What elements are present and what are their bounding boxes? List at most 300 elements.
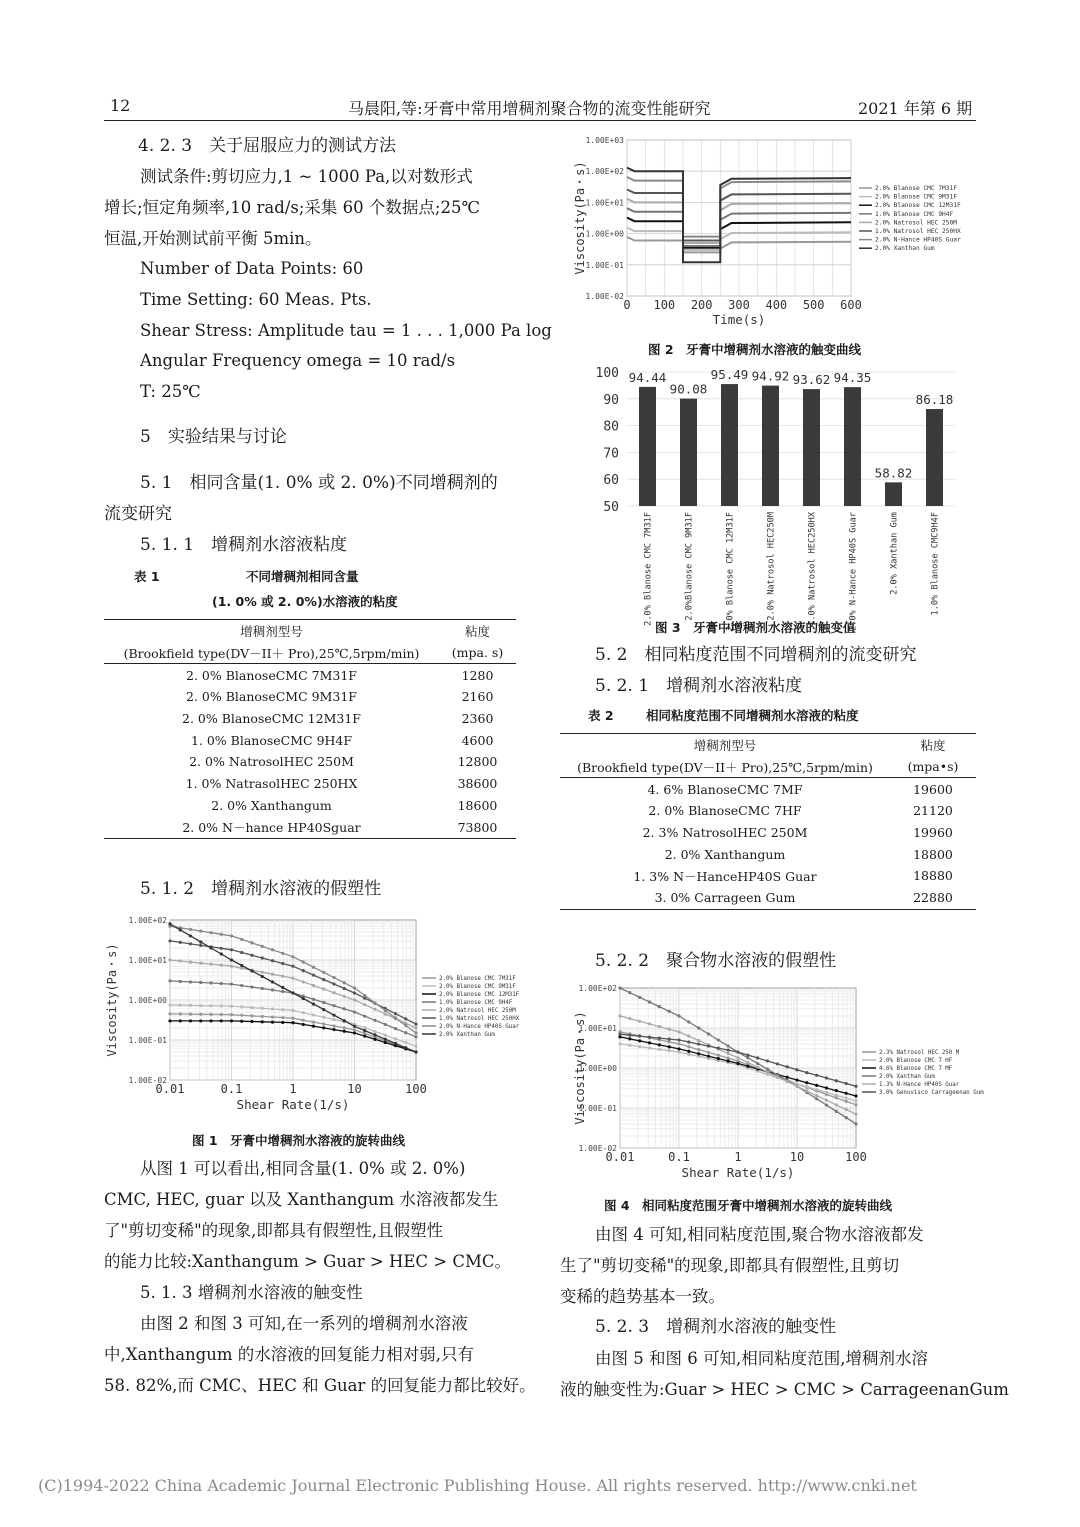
x-tick-label: 0 [623, 298, 631, 312]
table1 [104, 619, 516, 839]
x-tick-label: 0.01 [605, 1150, 635, 1164]
data-point [707, 1032, 710, 1035]
data-point [220, 964, 223, 967]
figure-2-chart [572, 130, 972, 330]
data-point [628, 1034, 631, 1037]
data-point [322, 1026, 325, 1029]
y-tick-label: 1.00E+01 [585, 198, 624, 208]
y-tick-label: 50 [603, 500, 619, 515]
data-point [261, 1015, 264, 1018]
table1-number: 表 1 [134, 569, 160, 584]
data-point [250, 941, 253, 944]
data-point [854, 1094, 857, 1097]
data-point [220, 952, 223, 955]
data-point [668, 1010, 671, 1013]
data-point [815, 1094, 818, 1097]
table-cell: 2. 3% NatrosolHEC 250M [642, 825, 808, 841]
data-point [707, 1055, 710, 1058]
legend-label: 2.0% Xanthan Gum [439, 1032, 495, 1038]
data-point [815, 1088, 818, 1091]
data-point [209, 1019, 212, 1022]
data-point [353, 1010, 356, 1013]
data-point [250, 1020, 253, 1023]
bar-value-label: 95.49 [710, 367, 749, 383]
table1-title-cont: (1. 0% 或 2. 0%)水溶液的粘度 [212, 594, 398, 609]
figure-4-caption: 图 4 相同粘度范围牙膏中增稠剂水溶液的旋转曲线 [604, 1198, 893, 1213]
data-point [697, 1042, 700, 1045]
data-point [240, 1020, 243, 1023]
table-cell: 1. 0% BlanoseCMC 9H4F [190, 732, 353, 748]
data-point [168, 1003, 171, 1006]
data-point [638, 1039, 641, 1042]
data-point [250, 985, 253, 988]
data-point [281, 975, 284, 978]
data-point [250, 1006, 253, 1009]
param-line: Number of Data Points: 60 [140, 259, 364, 278]
bar [844, 387, 861, 506]
data-point [766, 1068, 769, 1071]
figure-4-chart [572, 980, 984, 1190]
text-line: 中,Xanthangum 的水溶液的回复能力相对弱,只有 [104, 1345, 475, 1364]
data-point [697, 1026, 700, 1029]
x-tick-label: 300 [728, 298, 750, 312]
legend-label: 2.0% Blanose CMC 9M31F [439, 984, 516, 990]
data-point [199, 981, 202, 984]
legend-label: 2.0% Blanose CMC 7M31F [875, 185, 957, 192]
data-point [332, 1018, 335, 1021]
data-point [220, 933, 223, 936]
data-point [638, 1045, 641, 1048]
section-5-1-title: 5. 1 相同含量(1. 0% 或 2. 0%)不同增稠剂的 [140, 473, 498, 493]
y-tick-label: 1.00E+03 [585, 136, 624, 145]
table-cell: 4600 [461, 732, 494, 748]
legend-label: 1.3% N-Hance HP40S Guar [879, 1082, 960, 1088]
data-point [343, 987, 346, 990]
data-point [373, 1001, 376, 1004]
data-point [394, 1016, 397, 1019]
data-point [209, 946, 212, 949]
text-line: 液的触变性为:Guar > HEC > CMC > CarrageenanGum [560, 1380, 1009, 1399]
data-point [312, 1020, 315, 1023]
table-cell: 19600 [913, 781, 953, 797]
x-tick-label: 10 [347, 1082, 362, 1096]
y-tick-label: 1.00E+01 [578, 1024, 617, 1033]
data-point [353, 1025, 356, 1028]
y-axis-label: Viscosity(Pa・s) [573, 161, 587, 275]
section-5-title: 5 实验结果与讨论 [140, 427, 287, 447]
x-tick-label: 0.1 [220, 1082, 243, 1096]
legend-label: 3.0% Genuvisco Carrageenan Gum [879, 1090, 984, 1096]
data-point [845, 1082, 848, 1085]
data-point [168, 939, 171, 942]
table-cell: 2. 0% NatrosolHEC 250M [189, 754, 354, 770]
data-point [179, 1004, 182, 1007]
data-point [250, 1014, 253, 1017]
table-cell: 1280 [461, 667, 494, 683]
text-line: 增长;恒定角频率,10 rad/s;采集 60 个数据点;25℃ [104, 198, 480, 217]
data-point [312, 974, 315, 977]
data-point [230, 958, 233, 961]
data-point [312, 966, 315, 969]
bar [639, 387, 656, 506]
data-point [414, 1050, 417, 1053]
data-point [618, 1014, 621, 1017]
data-point [805, 1071, 808, 1074]
x-axis-label: Time(s) [712, 312, 766, 327]
table-cell: 1. 0% NatrasolHEC 250HX [185, 776, 358, 792]
data-point [271, 980, 274, 983]
data-point [363, 1026, 366, 1029]
data-point [291, 955, 294, 958]
figure-1-caption: 图 1 牙膏中增稠剂水溶液的旋转曲线 [192, 1133, 406, 1148]
data-point [628, 1044, 631, 1047]
data-point [677, 1038, 680, 1041]
data-point [363, 1035, 366, 1038]
x-tick-label: 10 [789, 1150, 805, 1164]
y-tick-label: 60 [603, 473, 619, 489]
data-point [332, 991, 335, 994]
legend-label: 2.0% Blanose CMC 12M31F [875, 202, 961, 210]
data-point [312, 1002, 315, 1005]
data-point [668, 1037, 671, 1040]
legend-label: 1.0% Blanose CMC 9H4F [875, 210, 954, 218]
text-line: 由图 5 和图 6 可知,相同粘度范围,增稠剂水溶 [595, 1349, 928, 1368]
data-point [766, 1059, 769, 1062]
data-point [638, 1020, 641, 1023]
section-5-2-title: 5. 2 相同粘度范围不同增稠剂的流变研究 [595, 645, 917, 665]
data-point [384, 1038, 387, 1041]
table-cell: 22880 [890, 887, 976, 909]
data-point [261, 987, 264, 990]
data-point [281, 962, 284, 965]
data-point [687, 1050, 690, 1053]
data-point [384, 1023, 387, 1026]
table-cell: 4. 6% BlanoseCMC 7MF [647, 781, 803, 797]
data-point [404, 1041, 407, 1044]
legend-label: 2.0% Blanose CMC 12M31F [439, 992, 520, 998]
data-point [638, 1035, 641, 1038]
data-point [179, 980, 182, 983]
data-point [805, 1081, 808, 1084]
data-point [648, 1036, 651, 1039]
data-point [189, 1019, 192, 1022]
data-point [736, 1062, 739, 1065]
data-point [687, 1040, 690, 1043]
data-point [776, 1062, 779, 1065]
param-line: Time Setting: 60 Meas. Pts. [140, 290, 372, 309]
section-5-2-2-title: 5. 2. 2 聚合物水溶液的假塑性 [595, 951, 837, 971]
category-label: 1.0% Blanose CMC9H4F [930, 512, 941, 616]
figure-2-caption: 图 2 牙膏中增稠剂水溶液的触变曲线 [648, 342, 862, 357]
table1-header-value: 粘度 [439, 620, 516, 642]
data-point [281, 1008, 284, 1011]
legend-label: 2.0% Blanose CMC 7 HF [879, 1058, 953, 1064]
y-axis-label: Viscosity(Pa・s) [105, 943, 119, 1057]
data-point [322, 971, 325, 974]
table-cell: 2. 0% BlanoseCMC 12M31F [182, 711, 361, 727]
data-point [168, 958, 171, 961]
text-line: 了"剪切变稀"的现象,即都具有假塑性,且假塑性 [104, 1221, 444, 1240]
data-point [658, 1043, 661, 1046]
data-point [302, 960, 305, 963]
data-point [854, 1099, 857, 1102]
table-row [104, 664, 516, 686]
copyright-footer: (C)1994-2022 China Academic Journal Electronic Publishing House. All rights reserved. http://www.cnki.net [38, 1476, 917, 1495]
data-point [230, 982, 233, 985]
y-axis-label: Viscosity(Pa・s) [573, 1011, 587, 1125]
data-point [302, 1019, 305, 1022]
page-number: 12 [110, 96, 131, 115]
data-point [384, 1009, 387, 1012]
x-tick-label: 100 [405, 1082, 427, 1096]
data-point [199, 944, 202, 947]
data-point [766, 1070, 769, 1073]
data-point [854, 1085, 857, 1088]
data-point [261, 945, 264, 948]
data-point [845, 1097, 848, 1100]
param-line: T: 25℃ [140, 382, 201, 401]
table-cell: 21120 [913, 803, 953, 819]
data-point [250, 969, 253, 972]
data-point [786, 1065, 789, 1068]
table2-header-name: 增稠剂型号 [560, 734, 890, 756]
data-point [736, 1056, 739, 1059]
data-point [727, 1059, 730, 1062]
bar [803, 389, 820, 506]
data-point [343, 1026, 346, 1029]
x-axis-label: Shear Rate(1/s) [681, 1165, 795, 1180]
text-line: 的能力比较:Xanthangum > Guar > HEC > CMC。 [104, 1252, 512, 1271]
data-point [179, 959, 182, 962]
data-point [717, 1054, 720, 1057]
data-point [271, 959, 274, 962]
data-point [854, 1103, 857, 1106]
table-row [104, 795, 516, 817]
data-point [394, 1012, 397, 1015]
data-point [199, 940, 202, 943]
data-point [179, 1012, 182, 1015]
data-point [414, 1031, 417, 1034]
data-point [746, 1053, 749, 1056]
data-point [291, 1017, 294, 1020]
x-tick-label: 500 [802, 298, 825, 312]
data-point [353, 998, 356, 1001]
data-point [648, 1022, 651, 1025]
table-cell: 12800 [457, 754, 498, 770]
data-point [168, 922, 171, 925]
data-point [687, 1035, 690, 1038]
bar-value-label: 94.44 [628, 369, 667, 385]
data-point [717, 1046, 720, 1049]
data-point [189, 942, 192, 945]
data-point [825, 1099, 828, 1102]
data-point [281, 1021, 284, 1024]
table-row [560, 822, 976, 844]
x-tick-label: 200 [690, 298, 713, 312]
y-tick-label: 90 [603, 392, 619, 408]
data-point [179, 941, 182, 944]
data-point [805, 1089, 808, 1092]
data-point [230, 1013, 233, 1016]
data-point [209, 931, 212, 934]
category-label: 2.0% Natrosol HEC250M [766, 512, 777, 621]
data-point [291, 1021, 294, 1024]
x-tick-label: 1 [289, 1082, 297, 1096]
data-point [628, 1017, 631, 1020]
table-cell: 18800 [913, 846, 953, 862]
y-tick-label: 1.00E+02 [585, 167, 624, 177]
data-point [271, 988, 274, 991]
data-point [746, 1061, 749, 1064]
data-point [353, 986, 356, 989]
data-point [795, 1068, 798, 1071]
data-point [707, 1044, 710, 1047]
running-title: 马晨阳,等:牙膏中常用增稠剂聚合物的流变性能研究 [348, 99, 711, 118]
data-point [240, 938, 243, 941]
data-point [815, 1084, 818, 1087]
data-point [697, 1039, 700, 1042]
data-point [384, 1041, 387, 1044]
y-tick-label: 1.00E-01 [578, 1104, 617, 1113]
data-point [353, 1031, 356, 1034]
x-tick-label: 400 [765, 298, 788, 312]
data-point [835, 1094, 838, 1097]
data-point [618, 1033, 621, 1036]
data-point [271, 1021, 274, 1024]
x-axis-label: Shear Rate(1/s) [236, 1097, 350, 1112]
data-point [638, 996, 641, 999]
data-point [312, 984, 315, 987]
data-point [343, 1007, 346, 1010]
data-point [189, 934, 192, 937]
bar [885, 482, 902, 506]
data-point [825, 1091, 828, 1094]
y-tick-label: 1.00E+00 [128, 996, 167, 1005]
category-label: 2.0% Blanose CMC 7M31F [643, 512, 654, 626]
bar-value-label: 58.82 [874, 465, 913, 481]
table-cell: 18600 [457, 797, 498, 813]
data-point [687, 1020, 690, 1023]
data-point [312, 998, 315, 1001]
bar [926, 409, 943, 506]
y-tick-label: 1.00E-01 [585, 260, 624, 270]
table-cell: 2. 0% N－hance HP40Sguar [104, 816, 439, 838]
data-point [854, 1122, 857, 1125]
data-point [363, 1003, 366, 1006]
data-point [677, 1042, 680, 1045]
table-cell: 2360 [461, 711, 494, 727]
data-point [179, 928, 182, 931]
data-point [648, 1046, 651, 1049]
data-point [189, 980, 192, 983]
data-point [230, 948, 233, 951]
data-point [302, 1011, 305, 1014]
y-tick-label: 1.00E+02 [578, 984, 617, 993]
legend-label: 2.0% Xanthan Gum [875, 245, 935, 253]
bar-value-label: 94.35 [833, 370, 872, 386]
data-point [230, 1019, 233, 1022]
legend-label: 2.3% Natrosol HEC 250 M [879, 1050, 960, 1056]
data-point [835, 1079, 838, 1082]
table-row [104, 816, 516, 838]
data-point [353, 991, 356, 994]
legend-label: 2.0% Xanthan Gum [879, 1074, 935, 1080]
bar-value-label: 93.62 [792, 372, 831, 388]
data-point [281, 986, 284, 989]
data-point [353, 1028, 356, 1031]
data-point [677, 1047, 680, 1050]
data-point [786, 1080, 789, 1083]
table2-header-unit: (mpa•s) [890, 756, 976, 778]
figure-1-chart [104, 908, 520, 1123]
data-point [271, 1015, 274, 1018]
y-tick-label: 1.00E+00 [585, 229, 624, 239]
data-point [189, 960, 192, 963]
data-point [291, 965, 294, 968]
table-cell: 18880 [913, 868, 953, 884]
data-point [756, 1062, 759, 1065]
data-point [199, 1019, 202, 1022]
legend-label: 2.0% Natrosol HEC 250M [439, 1008, 516, 1014]
data-point [199, 1004, 202, 1007]
data-point [220, 947, 223, 950]
table2-header-value: 粘度 [890, 734, 976, 756]
x-tick-label: 100 [653, 298, 676, 312]
data-point [322, 1016, 325, 1019]
table-cell: 3. 0% Carrageen Gum [560, 887, 890, 909]
data-point [291, 991, 294, 994]
data-point [281, 1016, 284, 1019]
data-point [805, 1085, 808, 1088]
data-point [668, 1045, 671, 1048]
data-point [384, 1034, 387, 1037]
data-point [825, 1076, 828, 1079]
table-row [560, 887, 976, 909]
data-point [815, 1074, 818, 1077]
section-5-1-2-title: 5. 1. 2 增稠剂水溶液的假塑性 [140, 879, 382, 899]
section-5-1-title-cont: 流变研究 [104, 504, 172, 524]
data-point [271, 1007, 274, 1010]
data-point [271, 973, 274, 976]
data-point [658, 1005, 661, 1008]
data-point [199, 961, 202, 964]
data-point [668, 1028, 671, 1031]
data-point [776, 1075, 779, 1078]
data-point [394, 1027, 397, 1030]
table-cell: 2. 0% Xanthangum [664, 846, 786, 862]
section-5-1-1-title: 5. 1. 1 增稠剂水溶液粘度 [140, 535, 348, 555]
data-point [373, 1008, 376, 1011]
data-point [343, 995, 346, 998]
bar [721, 384, 738, 506]
data-point [240, 964, 243, 967]
data-point [332, 976, 335, 979]
section-5-2-1-title: 5. 2. 1 增稠剂水溶液粘度 [595, 676, 803, 696]
data-point [677, 1014, 680, 1017]
data-point [168, 1012, 171, 1015]
data-point [332, 1014, 335, 1017]
data-point [746, 1065, 749, 1068]
text-line: 由图 4 可知,相同粘度范围,聚合物水溶液都发 [595, 1225, 924, 1244]
data-point [322, 1008, 325, 1011]
table1-header-unit: (mpa. s) [439, 642, 516, 664]
data-point [363, 994, 366, 997]
text-line: 恒温,开始测试前平衡 5min。 [104, 229, 322, 248]
data-point [343, 1019, 346, 1022]
data-point [414, 1026, 417, 1029]
data-point [179, 1019, 182, 1022]
data-point [835, 1103, 838, 1106]
